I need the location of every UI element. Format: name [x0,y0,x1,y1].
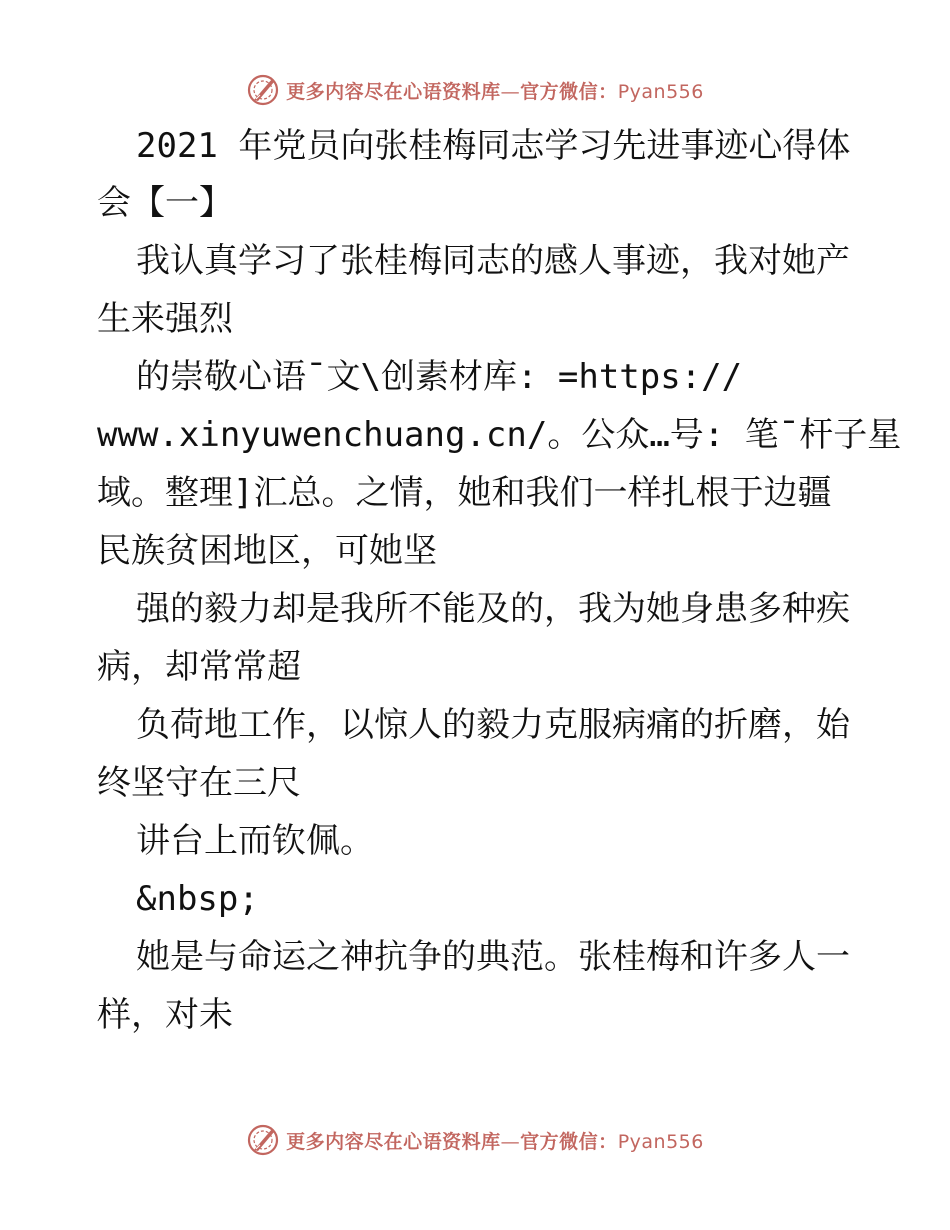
banner-slogan: 更多内容尽在心语资料库 [286,1130,501,1153]
paragraph-line: 强的毅力却是我所不能及的，我为她身患多种疾 [136,589,850,629]
footer-banner [0,1120,950,1160]
paragraph-line: www.xinyuwenchuang.cn/。公众…号: 笔¯杆子星 [97,415,902,455]
document-title-line-1: 2021 年党员向张桂梅同志学习先进事迹心得体 [136,126,851,166]
paragraph-line: 病，却常常超 [97,647,301,687]
banner-text [286,77,704,104]
banner-wechat-label: 官方微信： [520,1130,618,1153]
paragraph-line: 她是与命运之神抗争的典范。张桂梅和许多人一 [136,937,850,977]
paragraph-line: 的崇敬心语¯文\创素材库: =https:// [136,357,743,397]
banner-account: Pyan556 [617,1130,704,1153]
banner-wechat-label: 官方微信： [520,80,618,103]
banner-dash: — [500,1130,521,1153]
paragraph-line: 生来强烈 [97,299,233,339]
paragraph-line: 讲台上而钦佩。 [136,821,374,861]
paragraph-line: 我认真学习了张桂梅同志的感人事迹，我对她产 [136,241,850,281]
banner-text [286,1127,704,1154]
paragraph-line: 样，对未 [97,995,233,1035]
paragraph-line: 民族贫困地区，可她坚 [97,531,437,571]
header-banner [0,70,950,110]
quill-circle-icon [246,1123,280,1157]
paragraph-line: &nbsp; [136,879,259,919]
banner-slogan: 更多内容尽在心语资料库 [286,80,501,103]
banner-account: Pyan556 [617,80,704,103]
paragraph-line: 终坚守在三尺 [97,763,301,803]
paragraph-line: 域。整理]汇总。之情，她和我们一样扎根于边疆 [97,473,832,513]
paragraph-line: 负荷地工作，以惊人的毅力克服病痛的折磨，始 [136,705,850,745]
document-title-line-2: 会【一】 [97,183,233,223]
quill-circle-icon [246,73,280,107]
banner-dash: — [500,80,521,103]
